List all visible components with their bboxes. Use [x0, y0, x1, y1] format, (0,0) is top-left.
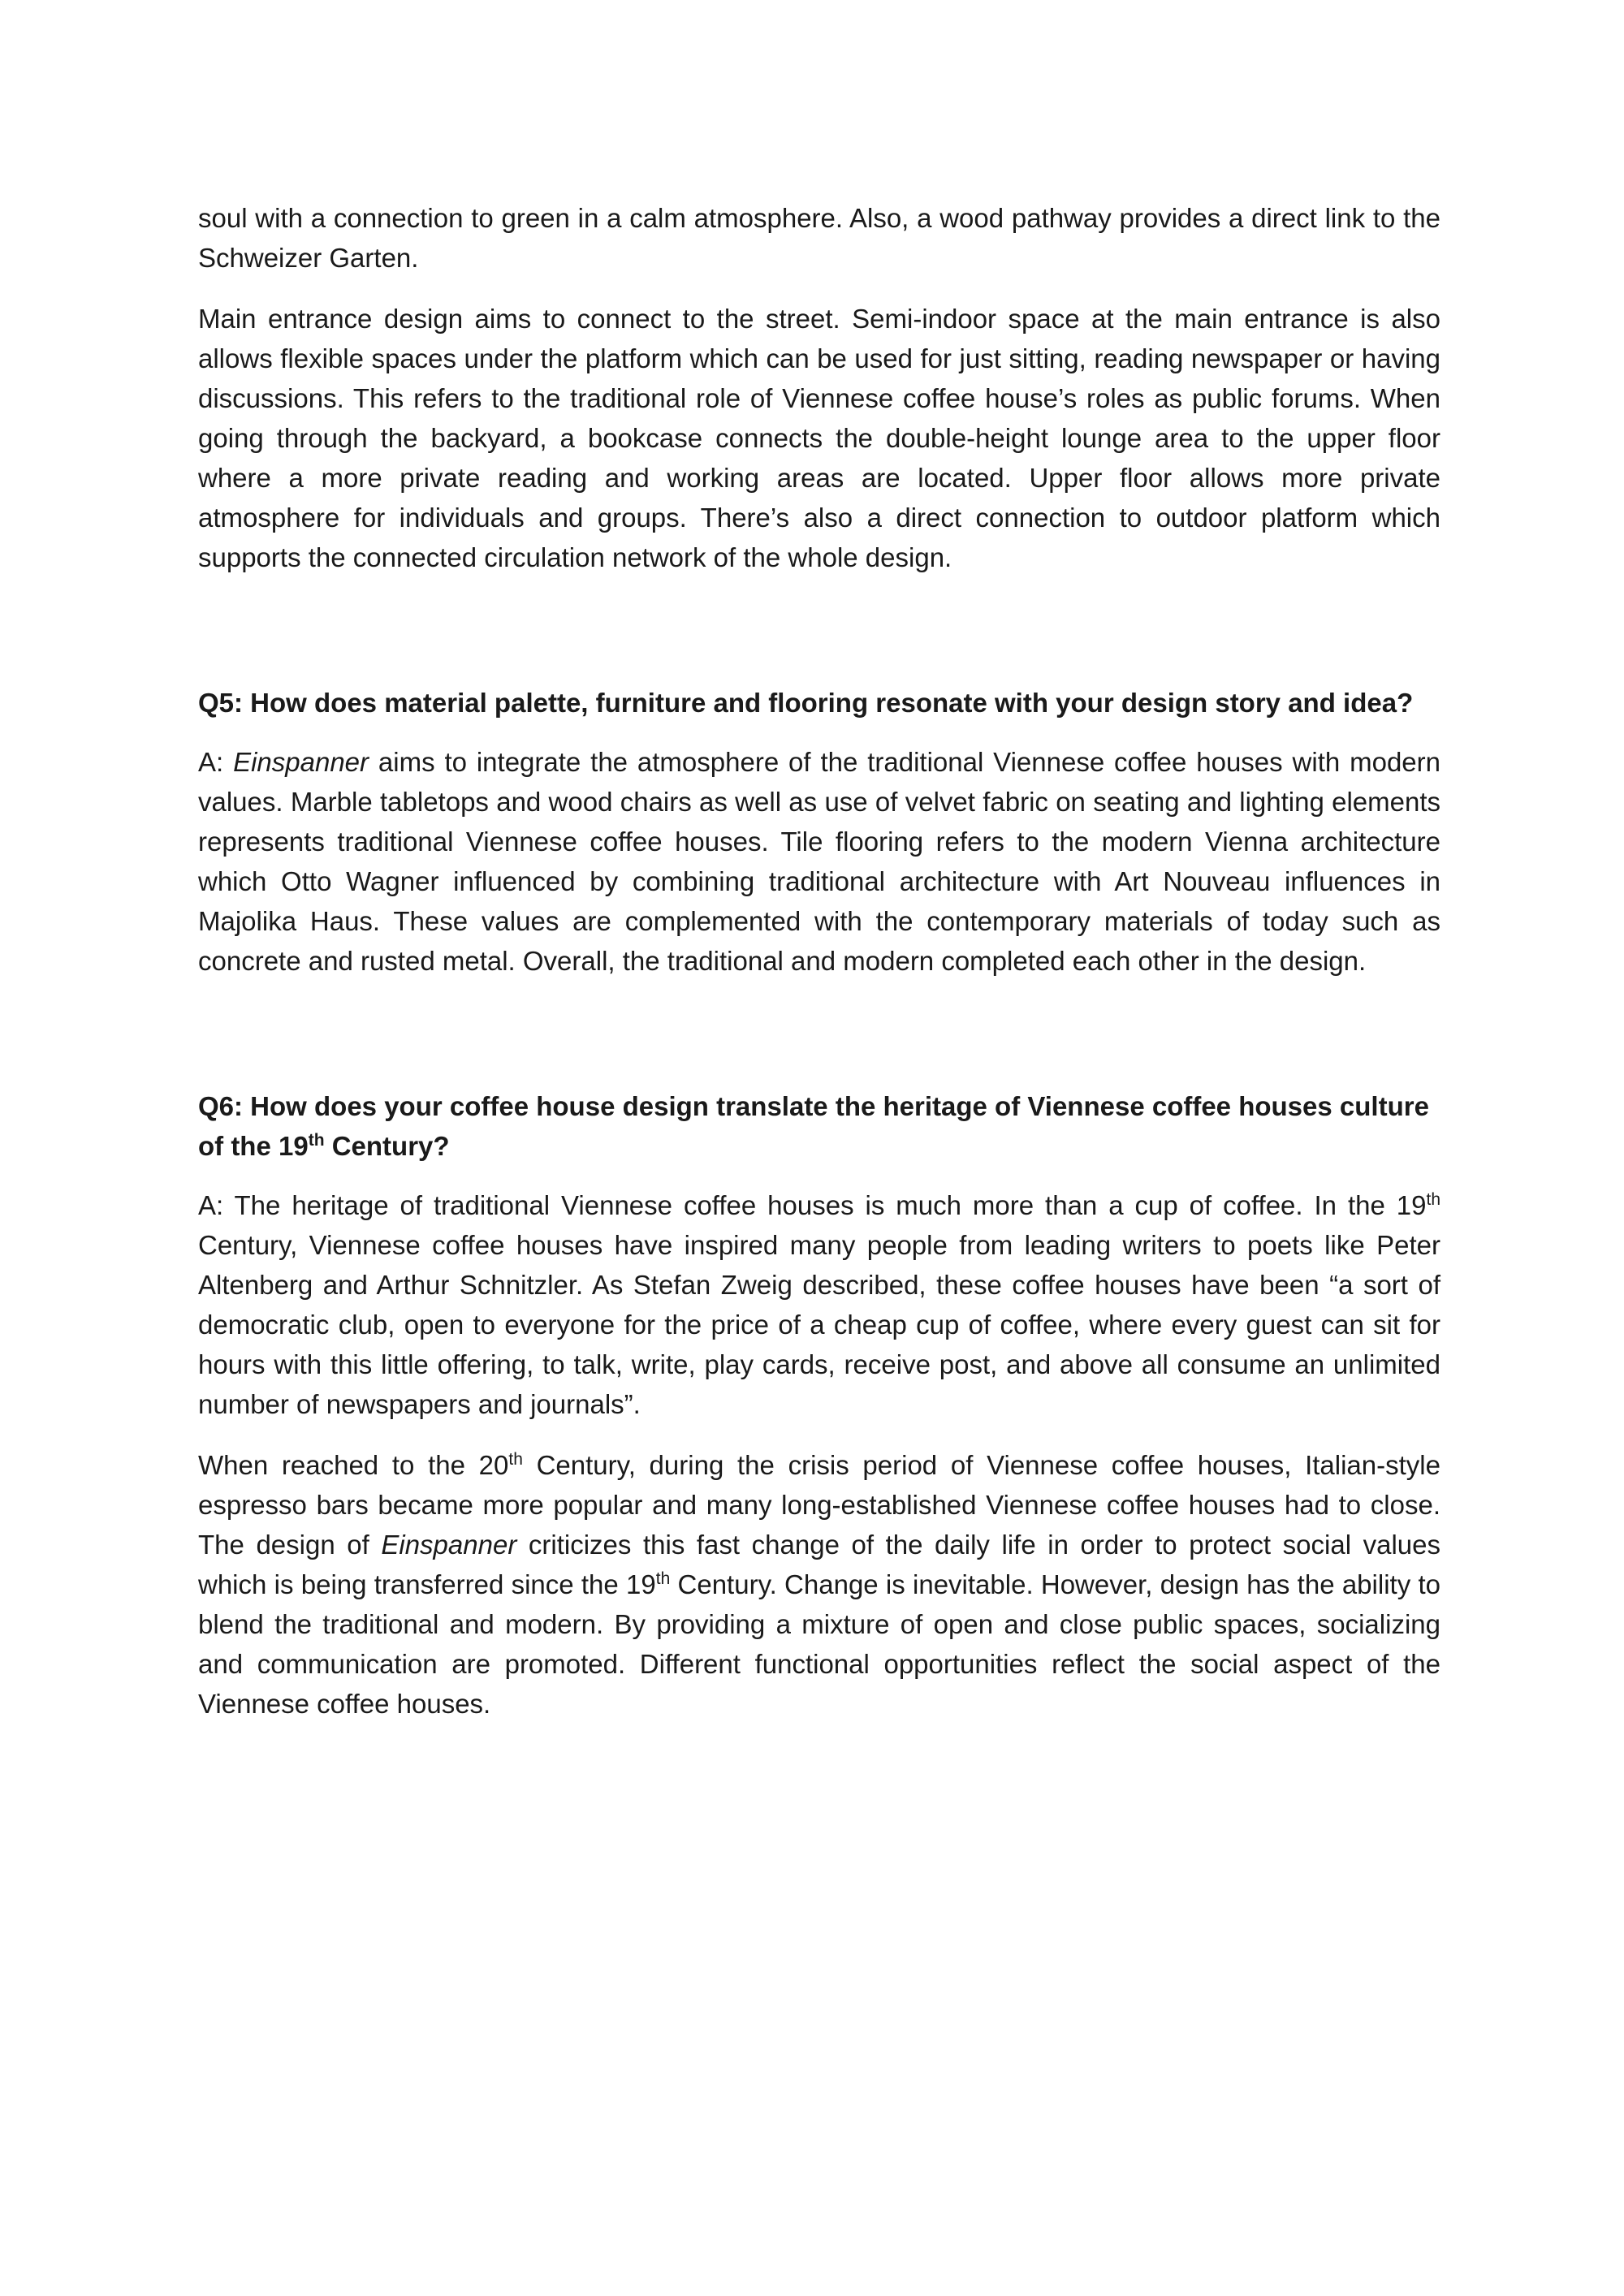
answer-text: criticizes this fast change of the daily life in order to protect social values which is being transferred since the 19 — [198, 1530, 1440, 1599]
project-name: Einspanner — [233, 747, 369, 777]
answer-text: Century, during the crisis period of Viennese coffee houses, Italian-style espresso bars became more popular and many long-established Viennese coffee houses had to close. The design of — [198, 1450, 1440, 1560]
ordinal-suffix: th — [1426, 1190, 1440, 1209]
answer-q6-crisis — [198, 1445, 1440, 1724]
answer-text: aims to integrate the atmosphere of the traditional Viennese coffee houses with modern values. Marble tabletops and wood chairs as well as use of velvet fabric on seating and lighting elements represents traditional Viennese coffee houses. Tile flooring refers to the modern Vienna architecture which Otto Wagner influenced by combining traditional architecture with Art Nouveau influences in Majolika Haus. These values are complemented with the contemporary materials of today such as concrete and rusted metal. Overall, the traditional and modern completed each other in the design. — [198, 747, 1440, 976]
answer-text: When reached to the 20 — [198, 1450, 509, 1480]
ordinal-suffix: th — [508, 1450, 523, 1469]
question-q5: Q5: How does material palette, furniture and flooring resonate with your design story and idea? — [198, 688, 1414, 718]
spacer — [198, 598, 1440, 683]
question-text: Q6: How does your coffee house design translate the heritage of Viennese coffee houses culture of the 19 — [198, 1091, 1429, 1161]
answer-text: A: The heritage of traditional Viennese coffee houses is much more than a cup of coffee. In the 19 — [198, 1190, 1427, 1220]
paragraph-main-entrance: Main entrance design aims to connect to the street. Semi-indoor space at the main entrance is also allows flexible spaces under the platform which can be used for just sitting, reading newspaper or having discussions. This refers to the traditional role of Viennese coffee house’s roles as public forums. When going through the backyard, a bookcase connects the double-height lounge area to the upper floor where a more private reading and working areas are located. Upper floor allows more private atmosphere for individuals and groups. There’s also a direct connection to outdoor platform which supports the connected circulation network of the whole design. — [198, 304, 1440, 572]
question-q6 — [198, 1086, 1440, 1166]
question-text: Century? — [324, 1131, 450, 1161]
project-name: Einspanner — [381, 1530, 517, 1560]
spacer — [198, 1002, 1440, 1086]
answer-q5 — [198, 742, 1440, 981]
answer-q6-heritage — [198, 1185, 1440, 1424]
ordinal-suffix: th — [308, 1131, 325, 1150]
ordinal-suffix: th — [655, 1569, 671, 1588]
answer-text: Century, Viennese coffee houses have inspired many people from leading writers to poets like Peter Altenberg and Arthur Schnitzler. As Stefan Zweig described, these coffee houses have been “a sort of democratic club, open to everyone for the price of a cheap cup of coffee, where every guest can sit for hours with this little offering, to talk, write, play cards, receive post, and above all consume an unlimited number of newspapers and journals”. — [198, 1230, 1440, 1419]
page-content — [198, 198, 1440, 1724]
paragraph-garden-link: soul with a connection to green in a calm atmosphere. Also, a wood pathway provides a direct link to the Schweizer Garten. — [198, 203, 1440, 273]
answer-text: Century. Change is inevitable. However, design has the ability to blend the traditional and modern. By providing a mixture of open and close public spaces, socializing and communication are promoted. Different functional opportunities reflect the social aspect of the Viennese coffee houses. — [198, 1569, 1440, 1719]
answer-prefix: A: — [198, 747, 234, 777]
